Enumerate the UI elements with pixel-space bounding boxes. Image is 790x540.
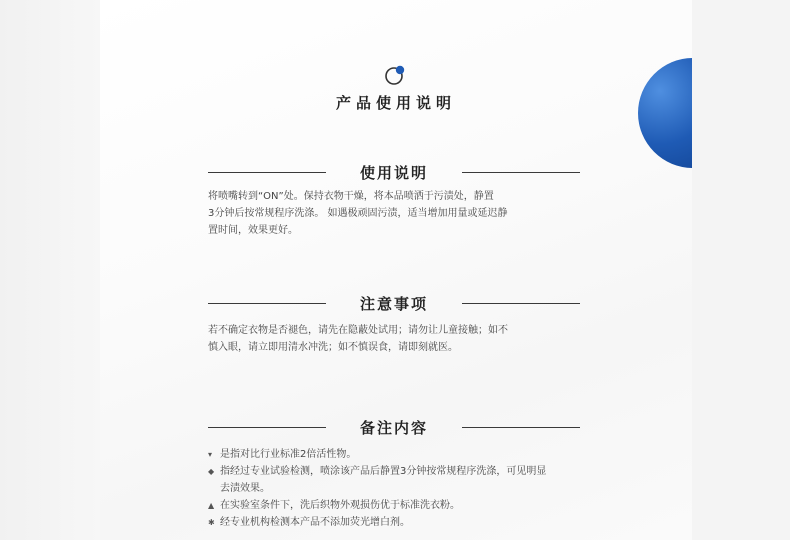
note-line: 在实验室条件下，洗后织物外观损伤优于标准洗衣粉。 <box>220 500 460 511</box>
cautions-paragraph <box>208 322 582 356</box>
list-item <box>208 446 588 463</box>
section-heading-label: 备注内容 <box>359 419 428 437</box>
paragraph-line: 置时间，效果更好。 <box>208 225 298 236</box>
note-line: 指经过专业试验检测，喷涂该产品后静置3分钟按常规程序洗涤，可见明显 <box>220 466 547 477</box>
remarks-list <box>208 446 588 531</box>
blue-orb-decoration <box>638 58 692 168</box>
paragraph-line: 3分钟后按常规程序洗涤。 如遇极顽固污渍，适当增加用量或延迟静 <box>208 208 508 219</box>
divider-line-right <box>462 172 580 173</box>
brand-circle-icon <box>383 63 407 87</box>
section-heading-label: 使用说明 <box>359 164 428 182</box>
bullet-mark: ▾ <box>208 450 213 459</box>
divider-line-right <box>462 427 580 428</box>
section-heading-remarks <box>208 417 580 437</box>
list-item <box>208 514 588 531</box>
section-heading-usage <box>208 162 580 182</box>
divider-line-right <box>462 303 580 304</box>
bullet-mark: ◆ <box>208 467 215 476</box>
list-item <box>208 463 588 497</box>
note-line: 经专业机构检测本产品不添加荧光增白剂。 <box>220 517 410 528</box>
section-heading-cautions <box>208 293 580 313</box>
paragraph-line: 慎入眼，请立即用清水冲洗；如不慎误食，请即刻就医。 <box>208 342 458 353</box>
list-item <box>208 497 588 514</box>
section-heading-label: 注意事项 <box>359 295 428 313</box>
bullet-mark: ✱ <box>208 518 215 527</box>
left-margin <box>0 0 100 540</box>
bullet-mark: ▲ <box>208 501 215 510</box>
page-title: 产品使用说明 <box>335 94 456 112</box>
paragraph-line: 若不确定衣物是否褪色，请先在隐蔽处试用；请勿让儿童接触；如不 <box>208 325 508 336</box>
note-line: 是指对比行业标准2倍活性物。 <box>220 449 357 460</box>
instruction-panel <box>100 0 692 540</box>
paragraph-line: 将喷嘴转到“ON”处。保持衣物干燥，将本品喷洒于污渍处，静置 <box>208 191 494 202</box>
right-margin <box>692 0 790 540</box>
note-line: 去渍效果。 <box>220 483 270 494</box>
usage-paragraph <box>208 188 582 239</box>
